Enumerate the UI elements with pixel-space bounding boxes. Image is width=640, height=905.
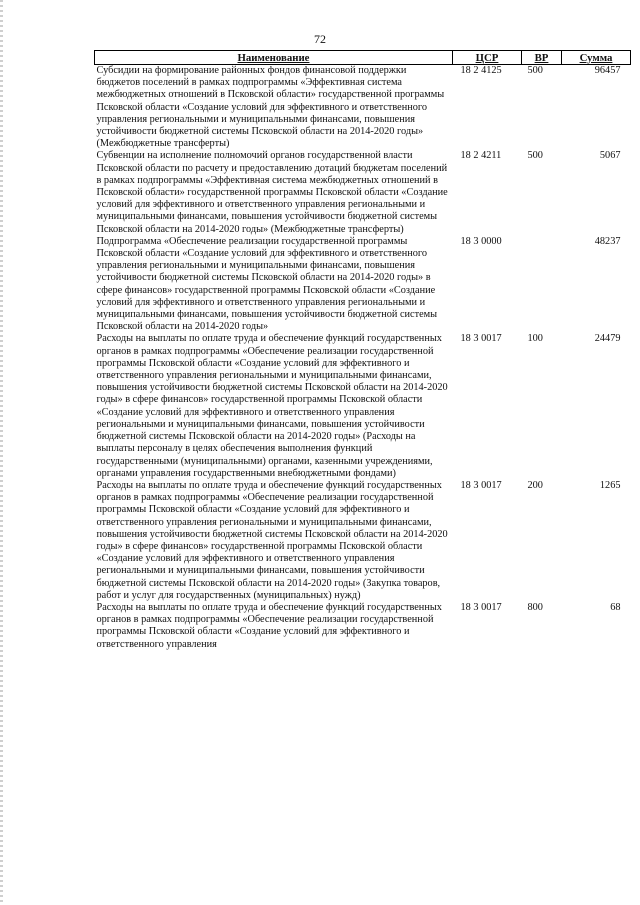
row-vr: 500 bbox=[527, 150, 543, 162]
row-vr: 800 bbox=[527, 601, 543, 613]
row-vr: 500 bbox=[527, 65, 543, 76]
row-csr: 18 3 0017 bbox=[460, 601, 502, 613]
row-sum: 5067 bbox=[599, 150, 621, 162]
header-name: Наименование bbox=[95, 51, 453, 65]
table-body bbox=[95, 65, 631, 651]
header-vr: ВР bbox=[522, 51, 562, 65]
row-csr: 18 2 4125 bbox=[460, 65, 502, 76]
header-row bbox=[95, 51, 631, 65]
row-name: Расходы на выплаты по оплате труда и обеспечение функций государственных органов в рамках подпрограммы «Обеспечение реализации государственной программы Псковской области «Создание условий для эффективного и ответственного управления региональными и муниципальными финансами, повышения устойчивости бюджетной системы Псковской области на 2014-2020 годы» в сфере финансов» государственной программы Псковской области «Создание условий для эффективного и ответственного управления региональными и муниципальными финансами, повышения устойчивости бюджетной системы Псковской области на 2014-2020 годы» (Расходы на выплаты персоналу в целях обеспечения выполнения функций государственными (муниципальными) органами, казенными учреждениями, органами управления государственными внебюджетными фондами) bbox=[96, 333, 448, 479]
row-vr: 100 bbox=[527, 333, 543, 345]
table-row bbox=[95, 480, 631, 602]
scan-edge bbox=[0, 0, 3, 905]
row-sum: 24479 bbox=[594, 333, 621, 345]
row-sum: 68 bbox=[610, 601, 621, 613]
table-row bbox=[95, 65, 631, 151]
table-header bbox=[95, 51, 631, 65]
row-csr: 18 3 0017 bbox=[460, 333, 502, 345]
row-sum: 48237 bbox=[594, 235, 621, 247]
header-csr: ЦСР bbox=[453, 51, 522, 65]
row-vr: 200 bbox=[527, 479, 543, 491]
row-csr: 18 3 0000 bbox=[460, 235, 502, 247]
row-csr: 18 3 0017 bbox=[460, 479, 502, 491]
page-number: 72 bbox=[314, 32, 326, 46]
row-csr: 18 2 4211 bbox=[460, 150, 502, 162]
budget-table bbox=[94, 50, 631, 651]
row-vr bbox=[522, 236, 562, 334]
row-sum: 96457 bbox=[594, 65, 621, 76]
header-sum: Сумма bbox=[562, 51, 631, 65]
row-sum: 1265 bbox=[599, 479, 621, 491]
row-name: Расходы на выплаты по оплате труда и обеспечение функций государственных органов в рамках подпрограммы «Обеспечение реализации государственной программы Псковской области «Создание условий для эффективного и ответственного управления региональными и муниципальными финансами, повышения устойчивости бюджетной системы Псковской области на 2014-2020 годы» в сфере финансов» государственной программы Псковской области «Создание условий для эффективного и ответственного управления региональными и муниципальными финансами, повышения устойчивости бюджетной системы Псковской области на 2014-2020 годы» (Закупка товаров, работ и услуг для государственных (муниципальных) нужд) bbox=[96, 479, 448, 601]
row-name: Субсидии на формирование районных фондов финансовой поддержки бюджетов поселений в рамках подпрограммы «Эффективная система межбюджетных отношений в Псковской области» государственной программы Псковской области «Создание условий для эффективного и ответственного управления региональными и муниципальными финансами, повышения устойчивости бюджетной системы Псковской области на 2014-2020 годы» (Межбюджетные трансферты) bbox=[96, 65, 445, 150]
row-name: Расходы на выплаты по оплате труда и обеспечение функций государственных органов в рамках подпрограммы «Обеспечение реализации государственной программы Псковской области «Создание условий для эффективного и ответственного управления bbox=[96, 601, 442, 650]
table-row bbox=[95, 150, 631, 235]
table-row bbox=[95, 333, 631, 479]
table-row bbox=[95, 602, 631, 651]
table-row bbox=[95, 236, 631, 334]
row-name: Субвенции на исполнение полномочий органов государственной власти Псковской области по расчету и предоставлению дотаций бюджетам поселений в рамках подпрограммы «Эффективная система межбюджетных отношений в Псковской области» государственной программы Псковской области «Создание условий для эффективного и ответственного управления региональными и муниципальными финансами, повышения устойчивости бюджетной системы Псковской области на 2014-2020 годы» (Межбюджетные трансферты) bbox=[96, 150, 448, 235]
row-name: Подпрограмма «Обеспечение реализации государственной программы Псковской области «Создание условий для эффективного и ответственного управления региональными и муниципальными финансами, повышения устойчивости бюджетной системы Псковской области на 2014-2020 годы» в сфере финансов» государственной программы Псковской области «Создание условий для эффективного и ответственного управления региональными и муниципальными финансами, повышения устойчивости бюджетной системы Псковской области на 2014-2020 годы» bbox=[96, 235, 438, 333]
